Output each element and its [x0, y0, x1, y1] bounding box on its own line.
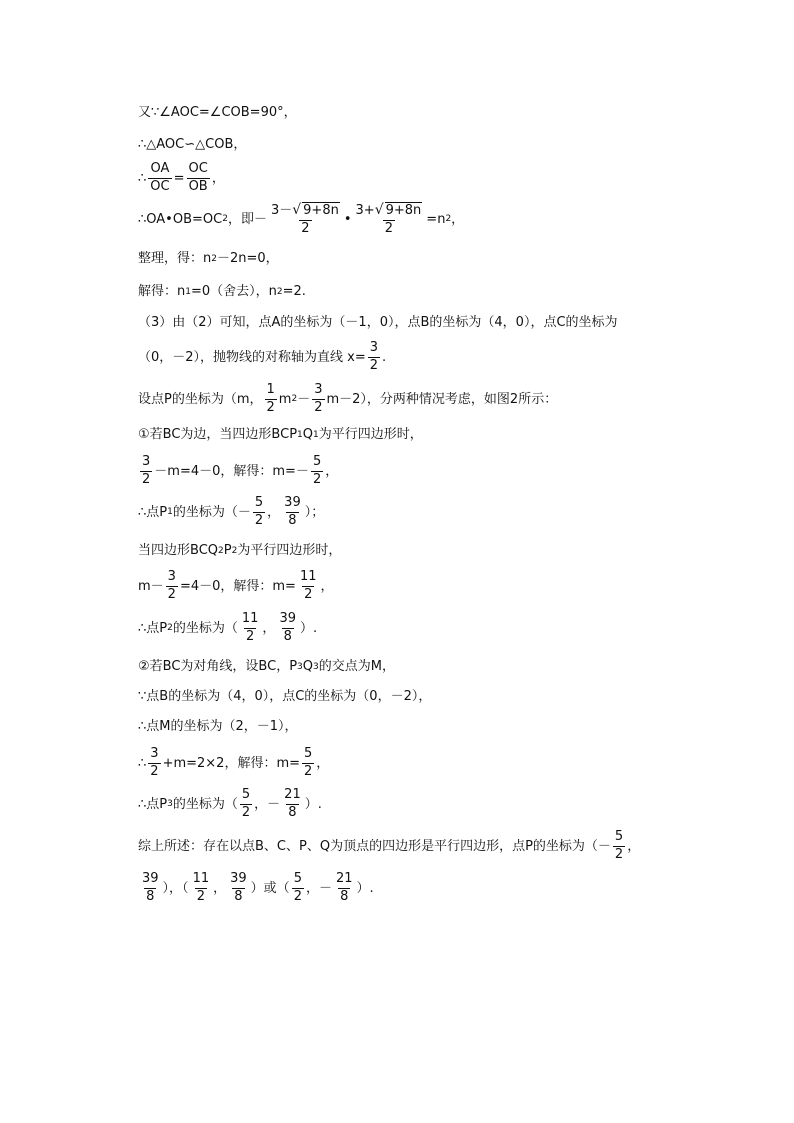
text: =2. — [282, 284, 306, 299]
text: • — [343, 211, 352, 227]
fraction: $\frac{3}{2}$ — [314, 382, 323, 415]
text: 又∵∠AOC=∠COB=90°， — [138, 105, 297, 120]
text: =0（舍去），n — [190, 284, 277, 299]
text: 的坐标为（－ — [172, 504, 251, 520]
text: =4－0，解得：m= — [179, 578, 296, 594]
line-case1b-eq — [138, 570, 334, 603]
text: ∴点P — [138, 504, 168, 520]
fraction: $\frac{5}{2}$ — [293, 871, 302, 904]
text: 当四边形BCQ — [138, 543, 218, 558]
line-angle-equal — [138, 106, 297, 119]
text: 为平行四边形时， — [237, 543, 342, 558]
text: m — [278, 391, 292, 407]
line-simplify: 整理，得：n 2 －2n=0， — [138, 251, 279, 266]
fraction: $\frac{OA}{OC}$ — [150, 161, 170, 194]
text: ，－ — [305, 880, 332, 896]
text: ， — [320, 578, 334, 594]
text: ），（ — [162, 880, 189, 896]
fraction: $\frac{3}{2}$ — [167, 569, 176, 602]
fraction: $\frac{5}{2}$ — [614, 829, 624, 862]
fraction: $\frac{21}{8}$ — [335, 871, 353, 904]
text: 为平行四边形时， — [318, 427, 423, 442]
text: ，－ — [254, 796, 281, 812]
text: ）. — [304, 796, 322, 812]
text: ，即－ — [227, 211, 267, 227]
fraction: $\frac{5}{2}$ — [254, 495, 264, 528]
text: ∴OA•OB=OC — [138, 211, 223, 227]
line-case1-eq — [138, 455, 338, 488]
text: Q — [302, 427, 313, 442]
text: ， — [262, 620, 276, 636]
text: 设点P的坐标为（m， — [138, 391, 263, 407]
fraction: $\frac{5}{2}$ — [304, 746, 313, 779]
text: ， — [627, 838, 641, 854]
text: 整理，得：n — [138, 251, 212, 266]
line-case1: ①若BC为边，当四边形BCP 1 Q 1 为平行四边形时， — [138, 427, 423, 442]
fraction: $\frac{OC}{OB}$ — [188, 161, 208, 194]
line-product: ∴OA•OB=OC 2 ，即－ $\frac{3-√ 9+8n}{2}$ • $\frac{3+√ 9+8n}{2}$ =n 2 ， — [138, 202, 465, 236]
text: +m=2×2，解得：m= — [162, 755, 301, 771]
text: 的交点为M， — [318, 659, 395, 674]
line-similar-triangles — [138, 138, 246, 151]
line-ratio — [138, 162, 225, 195]
fraction: $\frac{21}{8}$ — [284, 787, 301, 820]
text: 综上所述：存在以点B、C、P、Q为顶点的四边形是平行四边形，点P的坐标为（－ — [138, 838, 611, 854]
text: ②若BC为对角线，设BC，P — [138, 659, 298, 674]
fraction: $\frac{5}{2}$ — [241, 787, 251, 820]
fraction: $\frac{3+√ 9+8n}{2}$ — [355, 202, 422, 236]
line-point-p: 设点P的坐标为（m， $\frac{1}{2}$ m 2 － $\frac{3}{2}$ m－2），分两种情况考虑，如图2所示： — [138, 382, 558, 415]
line-p1: ∴点P 1 的坐标为（－ $\frac{5}{2}$ ， $\frac{39}{8}$ ）； — [138, 495, 325, 528]
text: ）. — [299, 620, 318, 636]
line-bc-coords — [138, 690, 431, 703]
fraction: $\frac{1}{2}$ — [266, 382, 275, 415]
line-p3: ∴点P 3 的坐标为（ $\frac{5}{2}$ ，－ $\frac{21}{8}$ ）. — [138, 787, 322, 820]
text: －m=4－0，解得：m=－ — [154, 463, 309, 479]
text: ， — [325, 463, 339, 479]
text: m－ — [138, 578, 164, 594]
text: ∴点P — [138, 796, 168, 812]
text: ）； — [304, 504, 325, 520]
text: － — [297, 391, 311, 407]
fraction: $\frac{11}{2}$ — [241, 611, 259, 644]
text: ∴ — [138, 755, 147, 771]
fraction: $\frac{11}{2}$ — [299, 569, 317, 602]
text: ， — [267, 504, 281, 520]
fraction: $\frac{39}{8}$ — [279, 611, 296, 644]
text: 解得：n — [138, 284, 186, 299]
text: 的坐标为（ — [172, 620, 238, 636]
fraction: $\frac{3}{2}$ — [142, 454, 151, 487]
text: = — [173, 170, 185, 186]
text: ）或（ — [250, 880, 290, 896]
line-summary — [138, 830, 640, 863]
text: ∴点M的坐标为（2，－1）， — [138, 719, 298, 734]
fraction: $\frac{39}{8}$ — [142, 871, 159, 904]
line-m-coords — [138, 720, 298, 733]
text: ∴点P — [138, 620, 168, 636]
line-part3-intro — [138, 316, 618, 329]
fraction: $\frac{11}{2}$ — [192, 871, 210, 904]
text: Q — [302, 659, 313, 674]
text: m－2），分两种情况考虑，如图2所示： — [326, 391, 558, 407]
fraction: $\frac{5}{2}$ — [312, 454, 322, 487]
text: ①若BC为边，当四边形BCP — [138, 427, 298, 442]
text: P — [223, 543, 232, 558]
text: . — [382, 349, 387, 365]
fraction: $\frac{39}{8}$ — [284, 495, 301, 528]
text: ∵点B的坐标为（4，0），点C的坐标为（0，－2）， — [138, 689, 432, 704]
text: ∴△AOC∽△COB， — [138, 137, 247, 152]
text: 的坐标为（ — [172, 796, 238, 812]
text: （0，－2），抛物线的对称轴为直线 x= — [138, 349, 366, 365]
line-summary-answers — [138, 872, 374, 905]
fraction: $\frac{3}{2}$ — [369, 340, 379, 373]
fraction: $\frac{39}{8}$ — [230, 871, 247, 904]
fraction: $\frac{3}{2}$ — [150, 746, 159, 779]
line-p2: ∴点P 2 的坐标为（ $\frac{11}{2}$ ， $\frac{39}{8}$ ）. — [138, 611, 318, 644]
text: ， — [316, 755, 330, 771]
text: ， — [451, 211, 465, 227]
text: （3）由（2）可知，点A的坐标为（－1，0），点B的坐标为（4，0），点C的坐标为 — [138, 315, 618, 330]
line-case2: ②若BC为对角线，设BC，P 3 Q 3 的交点为M， — [138, 659, 395, 674]
line-case2-eq — [138, 747, 329, 780]
text: ）. — [356, 880, 374, 896]
text: ， — [213, 880, 227, 896]
text: ∴ — [138, 170, 147, 186]
line-solve-n: 解得：n 1 =0（舍去），n 2 =2. — [138, 284, 306, 299]
text: =n — [426, 211, 446, 227]
text: ， — [211, 170, 225, 186]
text: －2n=0， — [216, 251, 279, 266]
line-case1b: 当四边形BCQ 2 P 2 为平行四边形时， — [138, 543, 342, 558]
line-axis — [138, 341, 386, 374]
fraction: $\frac{3-√ 9+8n}{2}$ — [270, 202, 339, 236]
